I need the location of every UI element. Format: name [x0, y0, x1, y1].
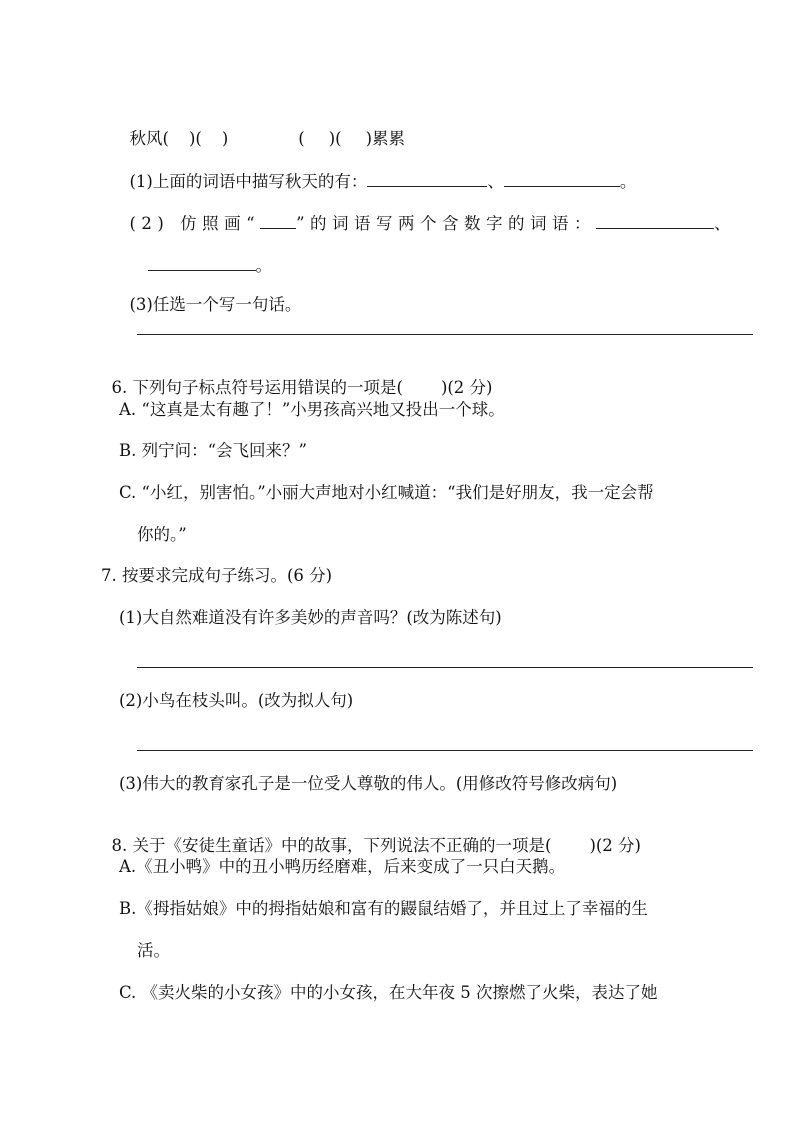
answer-blank-5-1a[interactable]: [367, 170, 487, 187]
question-6-option-c-line2: 你的。”: [137, 525, 187, 544]
word-leilei: 累累: [372, 129, 405, 148]
question-5-3: [119, 275, 301, 315]
question-7-3: (3)伟大的教育家孔子是一位受人尊敬的伟人。(用修改符号修改病句): [119, 774, 618, 793]
bracket-close-1: ): [221, 129, 229, 148]
bracket-mid-1: )(: [188, 129, 202, 148]
bracket-close-2: ): [365, 129, 372, 148]
answer-blank-5-1b[interactable]: [504, 170, 620, 187]
question-8-option-c-line1[interactable]: C. 《卖火柴的小女孩》中的小女孩，在大年夜 5 次擦燃了火柴，表达了她: [119, 983, 658, 1002]
question-8-stem-b: )(2 分): [589, 836, 641, 855]
question-6-option-a[interactable]: A. “这真是太有趣了！”小男孩高兴地又投出一个球。: [119, 400, 505, 419]
bracket-mid-2: )(: [328, 129, 342, 148]
bracket-open-2: (: [298, 129, 305, 148]
separator: 、: [714, 214, 731, 233]
question-5-2-cont: [137, 234, 272, 276]
question-8-option-b-line2: 活。: [137, 941, 170, 960]
separator: 、: [487, 172, 504, 191]
answer-line-5-3[interactable]: [137, 334, 753, 335]
word-autumn-wind: 秋风(: [129, 129, 169, 148]
question-5-2-text-a: (2) 仿照画“: [129, 214, 261, 233]
answer-line-7-1[interactable]: [137, 667, 753, 668]
question-8-stem: [101, 816, 641, 856]
answer-blank-5-2b[interactable]: [148, 254, 256, 271]
question-8-option-a[interactable]: A.《丑小鸭》中的丑小鸭历经磨难，后来变成了一只白天鹅。: [119, 857, 566, 876]
question-5-2-text-b: ”的词语写两个含数字的词语：: [296, 214, 596, 233]
example-blank: [260, 212, 296, 229]
answer-line-7-2[interactable]: [137, 750, 753, 751]
question-6-stem-a: 6. 下列句子标点符号运用错误的一项是(: [111, 378, 403, 397]
words-line: [119, 109, 405, 149]
question-8-stem-a: 8. 关于《安徒生童话》中的故事，下列说法不正确的一项是(: [111, 836, 552, 855]
question-5-1: [119, 150, 636, 192]
period: 。: [619, 172, 637, 191]
question-6-option-c-line1[interactable]: C. “小红，别害怕。”小丽大声地对小红喊道：“我们是好朋友，我一定会帮: [119, 483, 654, 502]
period: 。: [255, 256, 272, 275]
question-6-stem: [101, 358, 493, 398]
question-7-1: (1)大自然难道没有许多美妙的声音吗？(改为陈述句): [119, 608, 502, 627]
question-5-2: [119, 192, 731, 234]
question-6-option-b[interactable]: B. 列宁问：“会飞回来？”: [119, 441, 307, 460]
question-6-stem-b: )(2 分): [440, 378, 493, 397]
question-8-option-b-line1[interactable]: B.《拇指姑娘》中的拇指姑娘和富有的鼹鼠结婚了，并且过上了幸福的生: [119, 899, 648, 918]
question-5-1-text: (1)上面的词语中描写秋天的有：: [129, 172, 368, 191]
question-7-2: (2)小鸟在枝头叫。(改为拟人句): [119, 691, 354, 710]
question-7-stem: 7. 按要求完成句子练习。(6 分): [101, 566, 333, 585]
answer-blank-5-2a[interactable]: [596, 212, 714, 229]
question-5-3-text: (3)任选一个写一句话。: [129, 295, 302, 314]
